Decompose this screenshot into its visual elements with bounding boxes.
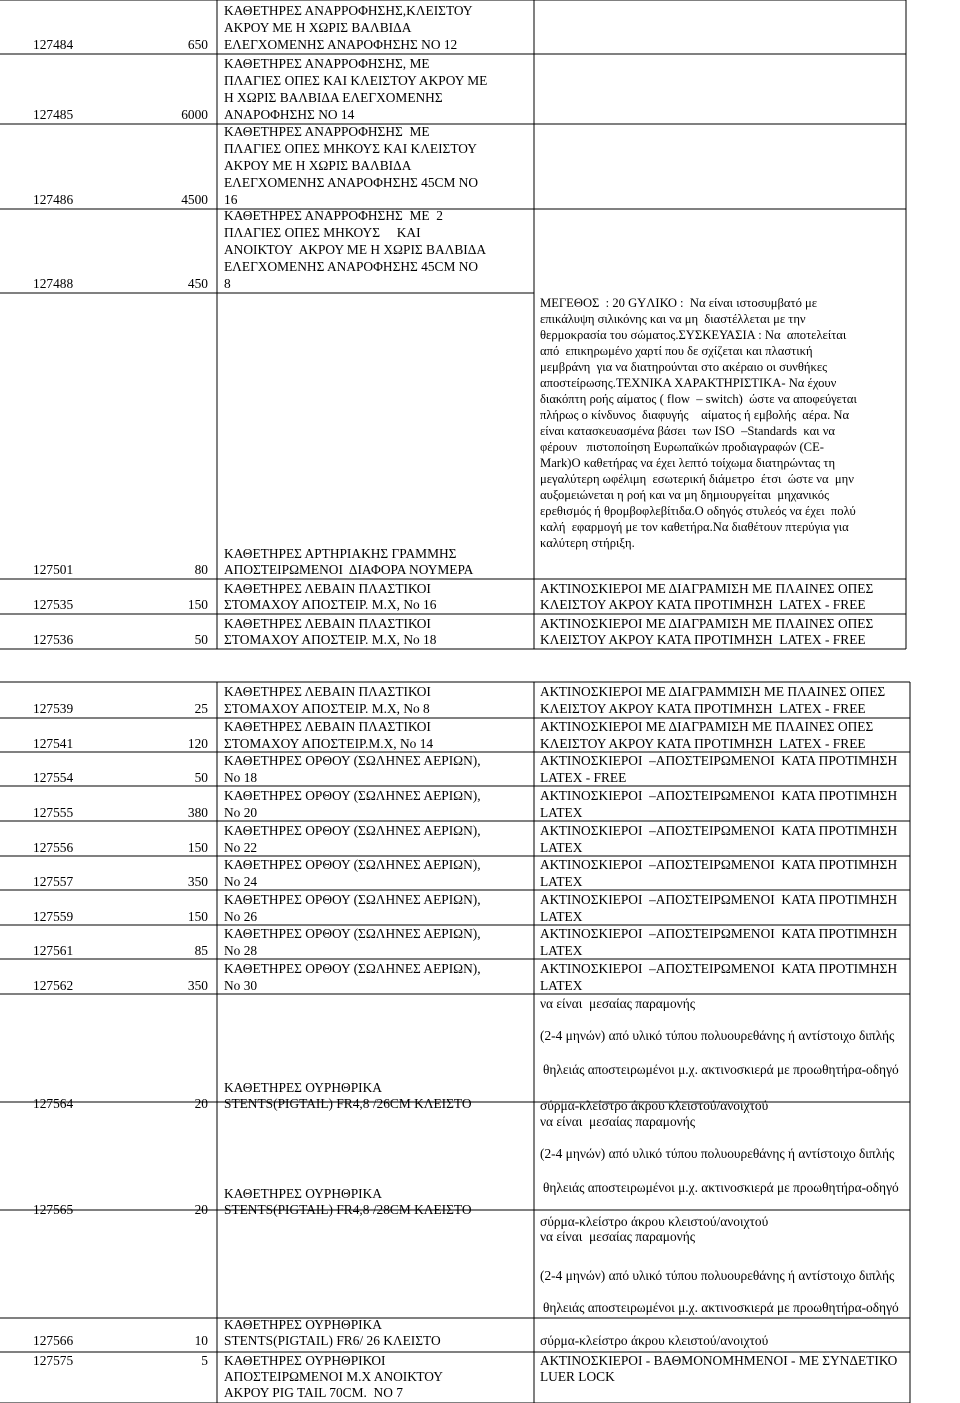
row-code: 127501: [33, 562, 74, 577]
row-spec-line: είναι κατασκευασμένα βάσει των ISO –Standards και να: [540, 424, 835, 438]
row-description-line: ΣΤΟΜΑΧΟΥ ΑΠΟΣΤΕΙΡ. Μ.Χ, Νο 8: [224, 701, 430, 716]
row-quantity: 80: [194, 562, 208, 577]
row-spec-line: αυξομειώνεται η ροή και να μη δημιουργείται μηχανικός: [540, 488, 830, 502]
row-description-line: STENTS(PIGTAIL) FR4,8 /28CM ΚΛΕΙΣΤΟ: [224, 1202, 472, 1217]
row-spec-line: LATEX: [540, 909, 583, 924]
row-spec-line: (2-4 μηνών) από υλικό τύπου πολυουρεθάνης ή αντίστοιχο διπλής: [540, 1146, 895, 1161]
row-code: 127488: [33, 276, 74, 291]
row-description-line: ΚΑΘΕΤΗΡΕΣ ΟΥΡΗΘΡΙΚΑ: [224, 1317, 382, 1332]
row-spec-line: ΑΚΤΙΝΟΣΚΙΕΡΟΙ - ΒΑΘΜΟΝΟΜΗΜΕΝΟΙ - ΜΕ ΣΥΝΔΕΤΙΚΟ: [540, 1353, 898, 1368]
row-description-line: Η ΧΩΡΙΣ ΒΑΛΒΙΔΑ ΕΛΕΓΧΟΜΕΝΗΣ: [224, 90, 443, 105]
row-description-line: ΑΚΡΟΥ PIG TAIL 70CM. ΝΟ 7: [224, 1385, 403, 1400]
row-quantity: 5: [201, 1353, 208, 1368]
row-quantity: 25: [194, 701, 208, 716]
row-spec-line: να είναι μεσαίας παραμονής: [540, 996, 696, 1011]
row-spec-line: ΑΚΤΙΝΟΣΚΙΕΡΟΙ –ΑΠΟΣΤΕΙΡΩΜΕΝΟΙ ΚΑΤΑ ΠΡΟΤΙΜΗΣΗ: [540, 823, 898, 838]
row-description-line: ΚΑΘΕΤΗΡΕΣ ΑΝΑΡΡΟΦΗΣΗΣ, ΜΕ: [224, 56, 430, 71]
row-description-line: ΑΝΑΡΟΦΗΣΗΣ ΝΟ 14: [224, 107, 355, 122]
row-code: 127559: [33, 909, 74, 924]
row-description-line: ΚΑΘΕΤΗΡΕΣ ΟΡΘΟΥ (ΣΩΛΗΝΕΣ ΑΕΡΙΩΝ),: [224, 892, 481, 907]
row-description-line: ΚΑΘΕΤΗΡΕΣ ΟΡΘΟΥ (ΣΩΛΗΝΕΣ ΑΕΡΙΩΝ),: [224, 788, 481, 803]
row-code: 127566: [33, 1333, 74, 1348]
row-quantity: 450: [187, 276, 208, 291]
row-spec-line: διακόπτη ροής αίματος ( flow – switch) ώστε να αποφεύγεται: [540, 392, 857, 406]
row-quantity: 50: [194, 632, 208, 647]
row-spec-line: ΑΚΤΙΝΟΣΚΙΕΡΟΙ ΜΕ ΔΙΑΓΡΑΜΜΙΣΗ ΜΕ ΠΛΑΙΝΕΣ ΟΠΕΣ: [540, 684, 886, 699]
row-description-line: Νο 24: [224, 874, 258, 889]
row-description-line: ΚΑΘΕΤΗΡΕΣ ΟΥΡΗΘΡΙΚΟΙ: [224, 1353, 386, 1368]
row-spec-line: ΑΚΤΙΝΟΣΚΙΕΡΟΙ –ΑΠΟΣΤΕΙΡΩΜΕΝΟΙ ΚΑΤΑ ΠΡΟΤΙΜΗΣΗ: [540, 857, 898, 872]
row-quantity: 20: [194, 1096, 208, 1111]
row-description-line: Νο 20: [224, 805, 258, 820]
row-code: 127575: [33, 1353, 74, 1368]
row-quantity: 650: [187, 37, 208, 52]
row-spec-line: θηλειάς αποστειρωμένοι μ.χ. ακτινοσκιερά με προωθητήρα-οδηγό: [543, 1300, 899, 1315]
row-description-line: ΚΑΘΕΤΗΡΕΣ ΛΕΒΑΙΝ ΠΛΑΣΤΙΚΟΙ: [224, 616, 431, 631]
row-spec-line: ΑΚΤΙΝΟΣΚΙΕΡΟΙ ΜΕ ΔΙΑΓΡΑΜΙΣΗ ΜΕ ΠΛΑΙΝΕΣ ΟΠΕΣ: [540, 616, 874, 631]
row-description-line: 16: [224, 192, 238, 207]
row-description-line: 8: [224, 276, 231, 291]
row-description-line: ΚΑΘΕΤΗΡΕΣ ΟΡΘΟΥ (ΣΩΛΗΝΕΣ ΑΕΡΙΩΝ),: [224, 926, 481, 941]
row-code: 127555: [33, 805, 74, 820]
row-spec-line: LATEX - FREE: [540, 770, 627, 785]
row-description-line: ΚΑΘΕΤΗΡΕΣ ΛΕΒΑΙΝ ΠΛΑΣΤΙΚΟΙ: [224, 684, 431, 699]
row-spec-line: ΜΕΓΕΘΟΣ : 20 GYΛΙΚΟ : Να είναι ιστοσυμβατό με: [540, 296, 818, 310]
row-spec-line: ΑΚΤΙΝΟΣΚΙΕΡΟΙ –ΑΠΟΣΤΕΙΡΩΜΕΝΟΙ ΚΑΤΑ ΠΡΟΤΙΜΗΣΗ: [540, 961, 898, 976]
row-description-line: Νο 18: [224, 770, 258, 785]
row-code: 127565: [33, 1202, 74, 1217]
row-quantity: 50: [194, 770, 208, 785]
row-spec-line: ΑΚΤΙΝΟΣΚΙΕΡΟΙ –ΑΠΟΣΤΕΙΡΩΜΕΝΟΙ ΚΑΤΑ ΠΡΟΤΙΜΗΣΗ: [540, 788, 898, 803]
row-spec-line: (2-4 μηνών) από υλικό τύπου πολυουρεθάνης ή αντίστοιχο διπλής: [540, 1268, 895, 1283]
row-spec-line: θηλειάς αποστειρωμένοι μ.χ. ακτινοσκιερά με προωθητήρα-οδηγό: [543, 1062, 899, 1077]
row-spec-line: Mark)Ο καθετήρας να έχει λεπτό τοίχωμα διατηρώντας τη: [540, 456, 836, 470]
row-code: 127541: [33, 736, 74, 751]
row-code: 127556: [33, 840, 74, 855]
row-spec-line: LATEX: [540, 978, 583, 993]
row-description-line: ΚΑΘΕΤΗΡΕΣ ΑΝΑΡΡΟΦΗΣΗΣ,ΚΛΕΙΣΤΟΥ: [224, 3, 473, 18]
row-description-line: ΣΤΟΜΑΧΟΥ ΑΠΟΣΤΕΙΡ.Μ.Χ, Νο 14: [224, 736, 434, 751]
row-code: 127554: [33, 770, 74, 785]
row-description-line: ΣΤΟΜΑΧΟΥ ΑΠΟΣΤΕΙΡ. Μ.Χ, Νο 18: [224, 632, 437, 647]
row-spec-line: ΑΚΤΙΝΟΣΚΙΕΡΟΙ –ΑΠΟΣΤΕΙΡΩΜΕΝΟΙ ΚΑΤΑ ΠΡΟΤΙΜΗΣΗ: [540, 753, 898, 768]
row-quantity: 150: [187, 597, 208, 612]
row-spec-line: LATEX: [540, 840, 583, 855]
row-spec-line: ΑΚΤΙΝΟΣΚΙΕΡΟΙ –ΑΠΟΣΤΕΙΡΩΜΕΝΟΙ ΚΑΤΑ ΠΡΟΤΙΜΗΣΗ: [540, 926, 898, 941]
row-code: 127557: [33, 874, 74, 889]
row-description-line: ΑΠΟΣΤΕΙΡΩΜΕΝΟΙ ΔΙΑΦΟΡΑ ΝΟΥΜΕΡΑ: [224, 562, 474, 577]
row-description-line: Νο 30: [224, 978, 258, 993]
row-description-line: ΚΑΘΕΤΗΡΕΣ ΟΥΡΗΘΡΙΚΑ: [224, 1186, 382, 1201]
row-spec-line: ΑΚΤΙΝΟΣΚΙΕΡΟΙ –ΑΠΟΣΤΕΙΡΩΜΕΝΟΙ ΚΑΤΑ ΠΡΟΤΙΜΗΣΗ: [540, 892, 898, 907]
row-quantity: 6000: [181, 107, 208, 122]
row-description-line: ΕΛΕΓΧΟΜΕΝΗΣ ΑΝΑΡΟΦΗΣΗΣ 45CM ΝΟ: [224, 259, 479, 274]
row-description-line: ΚΑΘΕΤΗΡΕΣ ΟΡΘΟΥ (ΣΩΛΗΝΕΣ ΑΕΡΙΩΝ),: [224, 823, 481, 838]
row-code: 127486: [33, 192, 74, 207]
row-description-line: ΚΑΘΕΤΗΡΕΣ ΛΕΒΑΙΝ ΠΛΑΣΤΙΚΟΙ: [224, 581, 431, 596]
row-description-line: ΠΛΑΓΙΕΣ ΟΠΕΣ ΜΗΚΟΥΣ ΚΑΙ ΚΛΕΙΣΤΟΥ: [224, 141, 477, 156]
row-spec-line: να είναι μεσαίας παραμονής: [540, 1229, 696, 1244]
row-description-line: ΠΛΑΓΙΕΣ ΟΠΕΣ ΜΗΚΟΥΣ ΚΑΙ: [224, 225, 421, 240]
row-spec-line: μεγαλύτερη ωφέλιμη εσωτερική διάμετρο έτσι ώστε να μην: [540, 472, 854, 486]
row-quantity: 10: [194, 1333, 208, 1348]
row-description-line: ΠΛΑΓΙΕΣ ΟΠΕΣ ΚΑΙ ΚΛΕΙΣΤΟΥ ΑΚΡΟΥ ΜΕ: [224, 73, 488, 88]
row-description-line: ΚΑΘΕΤΗΡΕΣ ΟΥΡΗΘΡΙΚΑ: [224, 1080, 382, 1095]
row-spec-line: ερεθισμός ή θρομβοφλεβίτιδα.Ο οδηγός στυλεός να έχει πολύ: [540, 504, 856, 518]
row-spec-line: LATEX: [540, 874, 583, 889]
row-description-line: ΚΑΘΕΤΗΡΕΣ ΑΝΑΡΡΟΦΗΣΗΣ ΜΕ 2: [224, 208, 443, 223]
row-quantity: 380: [187, 805, 208, 820]
row-description-line: ΑΝΟΙΚΤΟΥ ΑΚΡΟΥ ΜΕ Η ΧΩΡΙΣ ΒΑΛΒΙΔΑ: [224, 242, 487, 257]
row-code: 127484: [33, 37, 74, 52]
row-quantity: 350: [187, 874, 208, 889]
row-description-line: ΚΑΘΕΤΗΡΕΣ ΟΡΘΟΥ (ΣΩΛΗΝΕΣ ΑΕΡΙΩΝ),: [224, 753, 481, 768]
row-description-line: STENTS(PIGTAIL) FR6/ 26 ΚΛΕΙΣΤΟ: [224, 1333, 441, 1348]
row-code: 127562: [33, 978, 74, 993]
row-quantity: 4500: [181, 192, 208, 207]
row-spec-line: ΚΛΕΙΣΤΟΥ ΑΚΡΟΥ ΚΑΤΑ ΠΡΟΤΙΜΗΣΗ LATEX - FREE: [540, 736, 866, 751]
row-description-line: ΚΑΘΕΤΗΡΕΣ ΟΡΘΟΥ (ΣΩΛΗΝΕΣ ΑΕΡΙΩΝ),: [224, 857, 481, 872]
row-code: 127485: [33, 107, 74, 122]
row-spec-line: αποστείρωσης.ΤΕΧΝΙΚΑ ΧΑΡΑΚΤΗΡΙΣΤΙΚΑ- Να έχουν: [540, 376, 837, 390]
row-spec-line: ΑΚΤΙΝΟΣΚΙΕΡΟΙ ΜΕ ΔΙΑΓΡΑΜΙΣΗ ΜΕ ΠΛΑΙΝΕΣ ΟΠΕΣ: [540, 719, 874, 734]
row-description-line: ΑΚΡΟΥ ΜΕ Η ΧΩΡΙΣ ΒΑΛΒΙΔΑ: [224, 20, 412, 35]
row-code: 127535: [33, 597, 74, 612]
row-description-line: Νο 26: [224, 909, 258, 924]
row-description-line: ΚΑΘΕΤΗΡΕΣ ΟΡΘΟΥ (ΣΩΛΗΝΕΣ ΑΕΡΙΩΝ),: [224, 961, 481, 976]
row-spec-line: ΚΛΕΙΣΤΟΥ ΑΚΡΟΥ ΚΑΤΑ ΠΡΟΤΙΜΗΣΗ LATEX - FREE: [540, 597, 866, 612]
row-spec-line: να είναι μεσαίας παραμονής: [540, 1114, 696, 1129]
row-spec-line: θερμοκρασία του σώματος.ΣΥΣΚΕΥΑΣΙΑ : Να αποτελείται: [540, 328, 847, 342]
row-spec-line: σύρμα-κλείστρο άκρου κλειστού/ανοιχτού: [540, 1214, 769, 1229]
row-quantity: 350: [187, 978, 208, 993]
row-spec-line: σύρμα-κλείστρο άκρου κλειστού/ανοιχτού: [540, 1333, 769, 1348]
row-spec-line: καλή εφαρμογή με τον καθετήρα.Να διαθέτουν πτερύγια για: [540, 520, 849, 534]
row-description-line: STENTS(PIGTAIL) FR4,8 /26CM ΚΛΕΙΣΤΟ: [224, 1096, 472, 1111]
row-description-line: ΚΑΘΕΤΗΡΕΣ ΛΕΒΑΙΝ ΠΛΑΣΤΙΚΟΙ: [224, 719, 431, 734]
row-description-line: ΣΤΟΜΑΧΟΥ ΑΠΟΣΤΕΙΡ. Μ.Χ, Νο 16: [224, 597, 437, 612]
row-code: 127536: [33, 632, 74, 647]
row-description-line: Νο 22: [224, 840, 258, 855]
row-spec-line: LATEX: [540, 805, 583, 820]
row-spec-line: επικάλυψη σιλικόνης και να μη διαστέλλεται με την: [540, 312, 806, 326]
row-description-line: ΑΠΟΣΤΕΙΡΩΜΕΝΟΙ Μ.Χ ΑΝΟΙΚΤΟΥ: [224, 1369, 443, 1384]
row-spec-line: ΚΛΕΙΣΤΟΥ ΑΚΡΟΥ ΚΑΤΑ ΠΡΟΤΙΜΗΣΗ LATEX - FREE: [540, 632, 866, 647]
row-code: 127564: [33, 1096, 74, 1111]
row-quantity: 20: [194, 1202, 208, 1217]
row-quantity: 150: [187, 840, 208, 855]
row-spec-line: LUER LOCK: [540, 1369, 615, 1384]
row-spec-line: LATEX: [540, 943, 583, 958]
row-description-line: ΑΚΡΟΥ ΜΕ Η ΧΩΡΙΣ ΒΑΛΒΙΔΑ: [224, 158, 412, 173]
row-spec-line: (2-4 μηνών) από υλικό τύπου πολυουρεθάνης ή αντίστοιχο διπλής: [540, 1028, 895, 1043]
row-spec-line: από επικηρωμένο χαρτί που δε σχίζεται και πλαστική: [540, 344, 813, 358]
row-spec-line: καλύτερη στήριξη.: [540, 536, 635, 550]
row-description-line: ΚΑΘΕΤΗΡΕΣ ΑΡΤΗΡΙΑΚΗΣ ΓΡΑΜΜΗΣ: [224, 546, 457, 561]
row-code: 127539: [33, 701, 74, 716]
row-description-line: ΚΑΘΕΤΗΡΕΣ ΑΝΑΡΡΟΦΗΣΗΣ ΜΕ: [224, 124, 430, 139]
row-spec-line: μεμβράνη για να διατηρούνται στο ακέραιο οι συνθήκες: [540, 360, 828, 374]
row-quantity: 120: [187, 736, 208, 751]
row-quantity: 85: [194, 943, 208, 958]
row-spec-line: σύρμα-κλείστρο άκρου κλειστού/ανοιχτού: [540, 1098, 769, 1113]
row-spec-line: πλήρως ο κίνδυνος διαφυγής αίματος ή εμβολής αέρα. Να: [540, 408, 850, 422]
row-spec-line: θηλειάς αποστειρωμένοι μ.χ. ακτινοσκιερά με προωθητήρα-οδηγό: [543, 1180, 899, 1195]
row-description-line: Νο 28: [224, 943, 258, 958]
row-spec-line: ΚΛΕΙΣΤΟΥ ΑΚΡΟΥ ΚΑΤΑ ΠΡΟΤΙΜΗΣΗ LATEX - FREE: [540, 701, 866, 716]
row-spec-line: φέρουν πιστοποίηση Ευρωπαϊκών προδιαγραφών (CE-: [540, 440, 824, 454]
row-code: 127561: [33, 943, 74, 958]
row-description-line: ΕΛΕΓΧΟΜΕΝΗΣ ΑΝΑΡΟΦΗΣΗΣ ΝΟ 12: [224, 37, 458, 52]
row-spec-line: ΑΚΤΙΝΟΣΚΙΕΡΟΙ ΜΕ ΔΙΑΓΡΑΜΙΣΗ ΜΕ ΠΛΑΙΝΕΣ ΟΠΕΣ: [540, 581, 874, 596]
row-quantity: 150: [187, 909, 208, 924]
row-description-line: ΕΛΕΓΧΟΜΕΝΗΣ ΑΝΑΡΟΦΗΣΗΣ 45CM ΝΟ: [224, 175, 479, 190]
